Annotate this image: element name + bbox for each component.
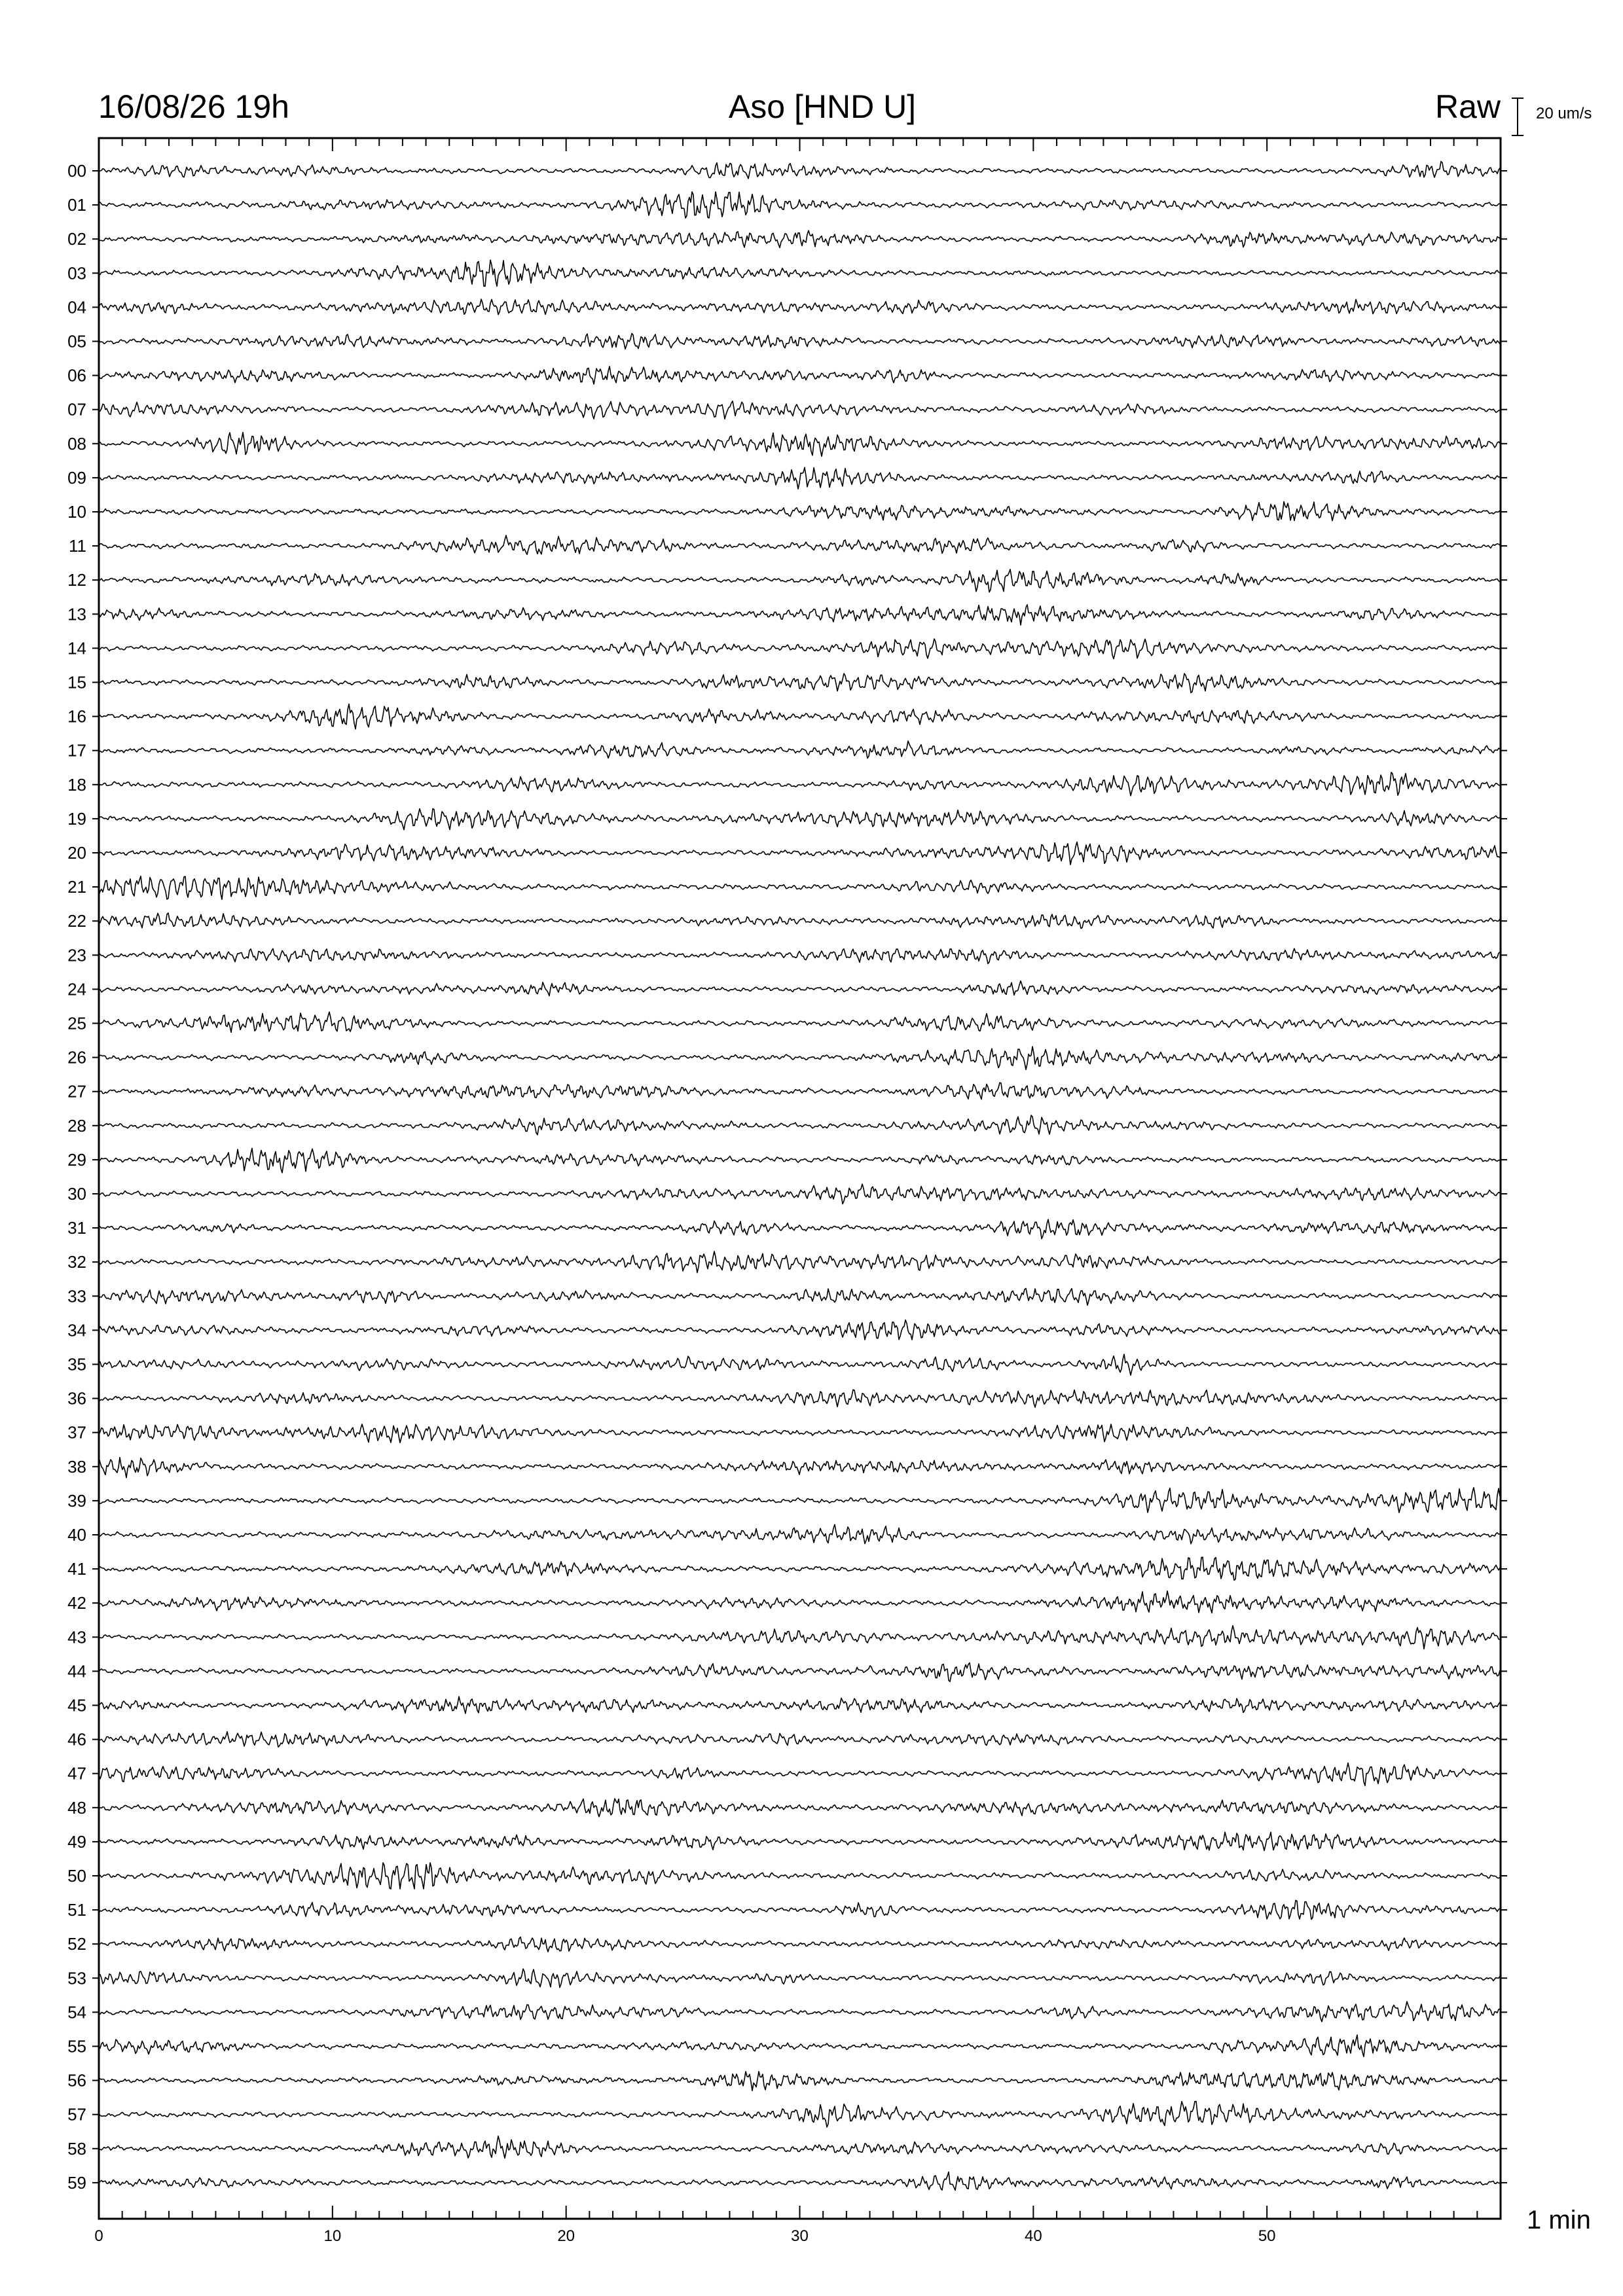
row-label: 27 — [67, 1081, 86, 1102]
row-label: 47 — [67, 1763, 86, 1784]
trace-line — [99, 1424, 1500, 1443]
x-tick-label: 30 — [791, 2227, 809, 2245]
row-label: 46 — [67, 1729, 86, 1749]
trace-line — [99, 876, 1500, 900]
trace-line — [99, 1937, 1500, 1952]
row-label: 57 — [67, 2104, 86, 2125]
row-label: 24 — [67, 979, 86, 999]
row-label: 22 — [67, 911, 86, 931]
row-label: 19 — [67, 808, 86, 829]
row-label: 06 — [67, 365, 86, 386]
trace-line — [99, 1901, 1500, 1920]
trace-line — [99, 741, 1500, 759]
row-label: 49 — [67, 1831, 86, 1852]
row-label: 43 — [67, 1627, 86, 1647]
row-label: 28 — [67, 1115, 86, 1136]
row-label: 54 — [67, 2002, 86, 2022]
trace-line — [99, 639, 1500, 659]
row-label: 01 — [67, 195, 86, 215]
row-label: 02 — [67, 229, 86, 249]
x-tick-label: 0 — [94, 2227, 103, 2245]
row-label: 17 — [67, 740, 86, 761]
row-label: 55 — [67, 2036, 86, 2056]
trace-line — [99, 2102, 1500, 2127]
trace-line — [99, 1047, 1500, 1069]
row-label: 12 — [67, 570, 86, 590]
trace-line — [99, 704, 1500, 729]
row-label: 31 — [67, 1218, 86, 1238]
trace-line — [99, 2136, 1500, 2159]
trace-line — [99, 1696, 1500, 1713]
trace-line — [99, 1524, 1500, 1544]
row-label: 51 — [67, 1900, 86, 1920]
trace-line — [99, 1289, 1500, 1306]
trace-line — [99, 1219, 1500, 1239]
row-label: 42 — [67, 1593, 86, 1613]
trace-line — [99, 1663, 1500, 1682]
row-label: 15 — [67, 672, 86, 692]
trace-line — [99, 2072, 1500, 2090]
row-label: 26 — [67, 1047, 86, 1067]
row-label: 20 — [67, 843, 86, 863]
row-label: 32 — [67, 1252, 86, 1272]
row-label: 21 — [67, 877, 86, 897]
trace-line — [99, 1148, 1500, 1173]
trace-line — [99, 605, 1500, 625]
x-tick-label: 10 — [323, 2227, 342, 2245]
trace-line — [99, 1732, 1500, 1748]
x-tick-label: 50 — [1258, 2227, 1276, 2245]
row-label: 34 — [67, 1320, 86, 1340]
duration-label: 1 min — [1527, 2206, 1591, 2234]
trace-line — [99, 1591, 1500, 1613]
amplitude-scale-label: 20 um/s — [1536, 105, 1592, 122]
row-label: 08 — [67, 433, 86, 454]
station-title: Aso [HND U] — [728, 88, 917, 125]
row-label: 40 — [67, 1525, 86, 1545]
trace-line — [99, 1863, 1500, 1889]
trace-line — [99, 1799, 1500, 1817]
trace-line — [99, 260, 1500, 286]
trace-line — [99, 913, 1500, 929]
row-label: 58 — [67, 2138, 86, 2159]
trace-line — [99, 1969, 1500, 1988]
plot-frame — [99, 138, 1501, 2219]
row-label: 52 — [67, 1934, 86, 1954]
row-label: 14 — [67, 638, 86, 658]
trace-line — [99, 1251, 1500, 1273]
trace-line — [99, 401, 1500, 419]
trace-line — [99, 299, 1500, 315]
row-label: 07 — [67, 399, 86, 420]
x-tick-label: 20 — [557, 2227, 575, 2245]
row-label: 16 — [67, 706, 86, 726]
trace-line — [99, 1458, 1500, 1478]
row-label: 13 — [67, 604, 86, 624]
row-label: 00 — [67, 161, 86, 181]
trace-line — [99, 809, 1500, 830]
trace-line — [99, 1354, 1500, 1375]
trace-line — [99, 1626, 1500, 1649]
trace-line — [99, 2035, 1500, 2056]
row-label: 53 — [67, 1968, 86, 1988]
row-label: 41 — [67, 1559, 86, 1579]
datetime-title: 16/08/26 19h — [98, 88, 289, 125]
row-label: 10 — [67, 502, 86, 522]
trace-line — [99, 230, 1500, 247]
row-label: 23 — [67, 945, 86, 965]
trace-line — [99, 673, 1500, 692]
row-label: 48 — [67, 1797, 86, 1818]
trace-line — [99, 501, 1500, 520]
trace-line — [99, 333, 1500, 349]
row-label: 37 — [67, 1422, 86, 1443]
trace-line — [99, 2172, 1500, 2190]
trace-line — [99, 772, 1500, 796]
trace-line — [99, 535, 1500, 554]
trace-line — [99, 1763, 1500, 1786]
trace-line — [99, 1012, 1500, 1032]
row-label: 35 — [67, 1354, 86, 1374]
row-label: 04 — [67, 297, 86, 317]
trace-line — [99, 467, 1500, 489]
row-label: 30 — [67, 1184, 86, 1204]
trace-line — [99, 948, 1500, 963]
trace-line — [99, 1390, 1500, 1407]
trace-line — [99, 1320, 1500, 1340]
row-label: 59 — [67, 2172, 86, 2193]
row-label: 25 — [67, 1013, 86, 1033]
row-label: 45 — [67, 1695, 86, 1715]
trace-line — [99, 981, 1500, 996]
trace-line — [99, 367, 1500, 384]
row-label: 11 — [69, 536, 86, 556]
trace-line — [99, 842, 1500, 865]
row-label: 09 — [67, 467, 86, 488]
row-label: 18 — [67, 774, 86, 795]
mode-label: Raw — [1434, 88, 1501, 125]
trace-line — [99, 2001, 1500, 2022]
x-tick-label: 40 — [1024, 2227, 1042, 2245]
row-label: 56 — [67, 2070, 86, 2090]
row-label: 39 — [67, 1490, 86, 1511]
row-label: 36 — [67, 1388, 86, 1408]
trace-line — [99, 1832, 1500, 1850]
row-label: 03 — [67, 263, 86, 283]
trace-line — [99, 1488, 1500, 1513]
trace-line — [99, 569, 1500, 592]
row-label: 29 — [67, 1149, 86, 1170]
trace-line — [99, 1557, 1500, 1580]
trace-line — [99, 192, 1500, 218]
row-label: 05 — [67, 331, 86, 351]
row-label: 33 — [67, 1286, 86, 1306]
trace-line — [99, 1184, 1500, 1204]
trace-line — [99, 162, 1500, 179]
trace-line — [99, 433, 1500, 457]
trace-line — [99, 1083, 1500, 1099]
row-label: 44 — [67, 1661, 86, 1681]
row-label: 50 — [67, 1866, 86, 1886]
row-label: 38 — [67, 1456, 86, 1477]
trace-line — [99, 1115, 1500, 1135]
